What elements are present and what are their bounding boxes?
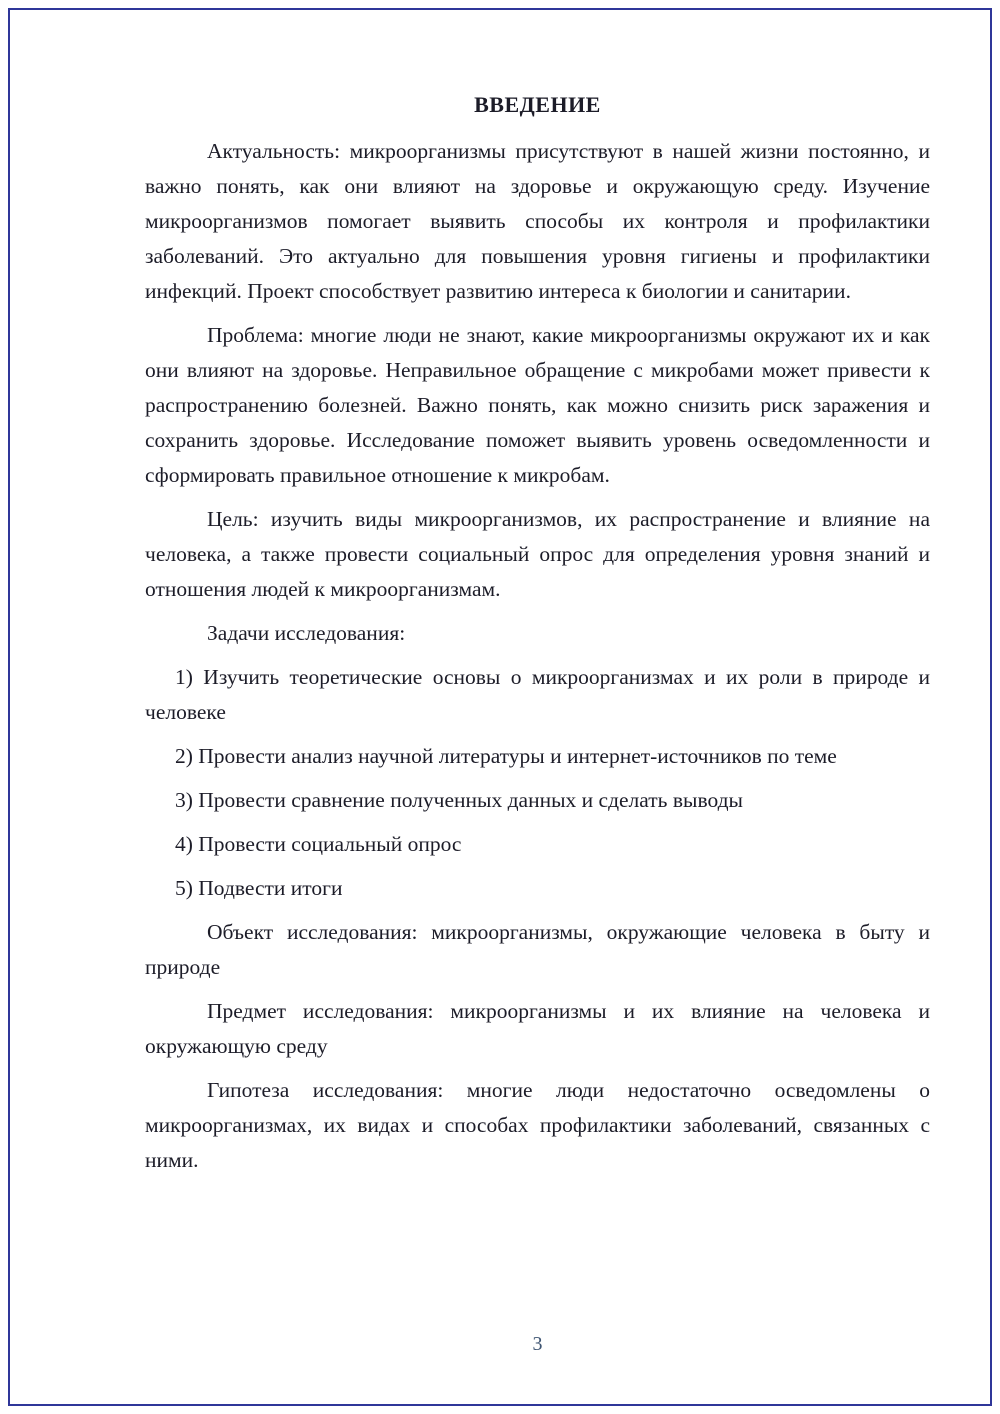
paragraph-goal: Цель: изучить виды микроорганизмов, их распространение и влияние на человека, а также провести социальный опрос для определения уровня знаний и отношения людей к микроорганизмам. <box>145 507 930 601</box>
task-item-1: 1) Изучить теоретические основы о микроорганизмах и их роли в природе и человеке <box>145 665 930 724</box>
paragraph-actuality: Актуальность: микроорганизмы присутствуют в нашей жизни постоянно, и важно понять, как они влияют на здоровье и окружающую среду. Изучение микроорганизмов помогает выявить способы их контроля и профилактики заболеваний. Это актуально для повышения уровня гигиены и профилактики инфекций. Проект способствует развитию интереса к биологии и санитарии. <box>145 139 930 303</box>
task-item-3: 3) Провести сравнение полученных данных и сделать выводы <box>175 788 743 812</box>
paragraph-object: Объект исследования: микроорганизмы, окружающие человека в быту и природе <box>145 920 930 979</box>
paragraph-subject: Предмет исследования: микроорганизмы и их влияние на человека и окружающую среду <box>145 999 930 1058</box>
tasks-heading: Задачи исследования: <box>207 621 406 645</box>
paragraph-hypothesis: Гипотеза исследования: многие люди недостаточно осведомлены о микроорганизмах, их видах и способах профилактики заболеваний, связанных с ними. <box>145 1078 930 1172</box>
page-title: ВВЕДЕНИЕ <box>474 92 601 117</box>
document-content <box>145 92 930 1187</box>
task-item-5: 5) Подвести итоги <box>175 876 343 900</box>
task-item-2: 2) Провести анализ научной литературы и интернет-источников по теме <box>175 744 837 768</box>
page-number: 3 <box>532 1333 543 1355</box>
task-item-4: 4) Провести социальный опрос <box>175 832 462 856</box>
paragraph-problem: Проблема: многие люди не знают, какие микроорганизмы окружают их и как они влияют на здоровье. Неправильное обращение с микробами может привести к распространению болезней. Важно понять, как можно снизить риск заражения и сохранить здоровье. Исследование поможет выявить уровень осведомленности и сформировать правильное отношение к микробам. <box>145 323 930 487</box>
